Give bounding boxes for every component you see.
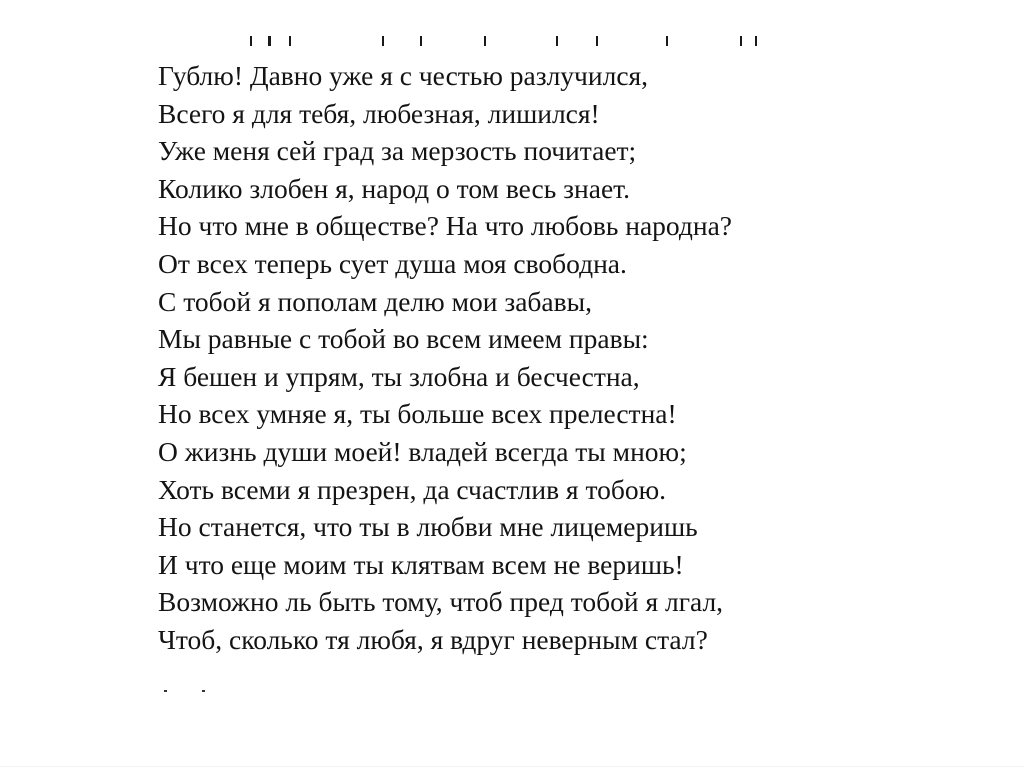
poem-line: От всех теперь сует душа моя свободна.: [158, 247, 627, 279]
cropped-text-line-top: [158, 34, 778, 48]
poem-line: Мы равные с тобой во всем имеем правы:: [158, 323, 649, 355]
poem-line: Гублю! Давно уже я с честью разлучился,: [158, 60, 649, 91]
poem-line: Возможно ль быть тому, чтоб пред тобой я лгал,: [158, 586, 724, 618]
poem-line: С тобой я пополам делю мои забавы,: [158, 285, 592, 317]
poem-line: Хоть всеми я презрен, да счастлив я тобою.: [158, 473, 667, 505]
poem-line: Всего я для тебя, любезная, лишился!: [158, 97, 600, 129]
poem-line: Но что мне в обществе? На что любовь народна?: [158, 210, 733, 242]
poem-line: Но станется, что ты в любви мне лицемеришь: [158, 511, 698, 543]
poem-text: [158, 57, 732, 659]
poem-line: Я бешен и упрям, ты злобна и бесчестна,: [158, 360, 640, 392]
cropped-text-line-bottom: [164, 688, 208, 694]
poem-line: И что еще моим ты клятвам всем не веришь!: [158, 548, 684, 580]
poem-line: Колико злобен я, народ о том весь знает.: [158, 172, 630, 204]
poem-line: О жизнь души моей! владей всегда ты мною;: [158, 435, 687, 467]
poem-line: Уже меня сей град за мерзость почитает;: [158, 135, 637, 167]
poem-line: Чтоб, сколько тя любя, я вдруг неверным стал?: [158, 623, 708, 655]
poem-line: Но всех умняе я, ты больше всех прелестна!: [158, 398, 677, 430]
